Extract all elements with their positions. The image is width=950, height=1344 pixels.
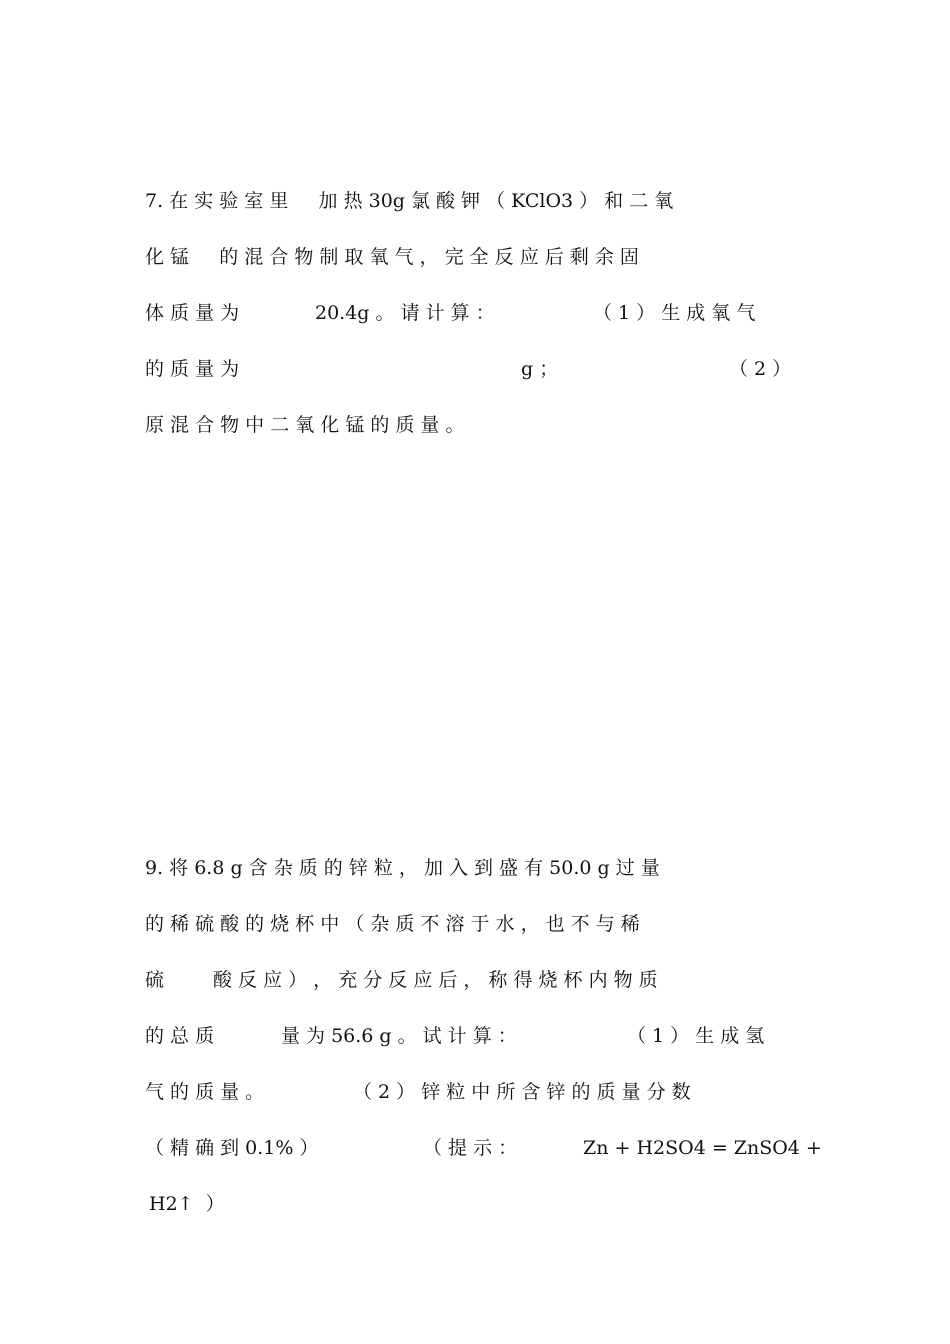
p9-line6-formula: Zn + H2SO4 = ZnSO4 + <box>583 1137 822 1159</box>
problem-7-line-1 <box>145 191 810 247</box>
p9-line3-start: 硫 <box>145 969 165 991</box>
problem-9-line-6 <box>145 1137 822 1194</box>
p9-line3-rest: 酸 反 应 ） ， 充 分 反 应 后 ， 称 得 烧 杯 内 物 质 <box>213 969 658 991</box>
p7-line3-start: 体 质 量 为 <box>145 302 240 324</box>
p9-line1-text: 9. 将 6.8 g 含 杂 质 的 锌 粒 ， 加 入 到 盛 有 50.0 g 过 量 <box>145 857 660 879</box>
problem-7-line-2 <box>145 247 810 303</box>
p7-line2-text: 化 锰 的 混 合 物 制 取 氧 气 ， 完 全 反 应 后 剩 余 固 <box>145 246 639 268</box>
p9-line7-text: H2↑ ） <box>149 1193 225 1215</box>
p7-line5-text: 原 混 合 物 中 二 氧 化 锰 的 质 量 。 <box>145 414 465 436</box>
p9-line5-start: 气 的 质 量 。 <box>145 1081 265 1103</box>
p9-line6-mid: （ 提 示 ： <box>423 1137 518 1159</box>
problem-9-line-1 <box>145 858 810 914</box>
p7-line4-mid: g ； <box>521 358 559 380</box>
problem-9-line-2 <box>145 914 810 970</box>
p7-line1-text: 7. 在 实 验 室 里 加 热 30g 氯 酸 钾 （ KClO3 ） 和 二 氧 <box>145 190 674 212</box>
p7-line3-end: （ 1 ） 生 成 氧 气 <box>593 302 756 324</box>
problem-9 <box>145 857 822 1250</box>
p7-line3-mid: 20.4g 。 请 计 算 ： <box>315 302 495 324</box>
problem-9-line-3 <box>145 970 810 1026</box>
p9-line4-start: 的 总 质 <box>145 1025 215 1047</box>
problem-9-line-7 <box>145 1194 810 1250</box>
problem-7-line-3 <box>145 303 810 359</box>
problem-7-line-5 <box>145 415 810 471</box>
p9-line5-rest: （ 2 ） 锌 粒 中 所 含 锌 的 质 量 分 数 <box>353 1081 691 1103</box>
problem-9-line-4 <box>145 1026 810 1082</box>
problem-7 <box>145 191 810 471</box>
p9-line4-mid: 量 为 56.6 g 。 试 计 算 ： <box>281 1025 517 1047</box>
p7-line4-end: （ 2 ） <box>729 358 792 380</box>
p9-line2-text: 的 稀 硫 酸 的 烧 杯 中 （ 杂 质 不 溶 于 水 ， 也 不 与 稀 <box>145 913 640 935</box>
p9-line6-start: （ 精 确 到 0.1% ） <box>145 1137 319 1159</box>
problem-9-line-5 <box>145 1082 810 1138</box>
p7-line4-start: 的 质 量 为 <box>145 358 240 380</box>
problem-7-line-4 <box>145 359 810 415</box>
p9-line4-end: （ 1 ） 生 成 氢 <box>627 1025 765 1047</box>
